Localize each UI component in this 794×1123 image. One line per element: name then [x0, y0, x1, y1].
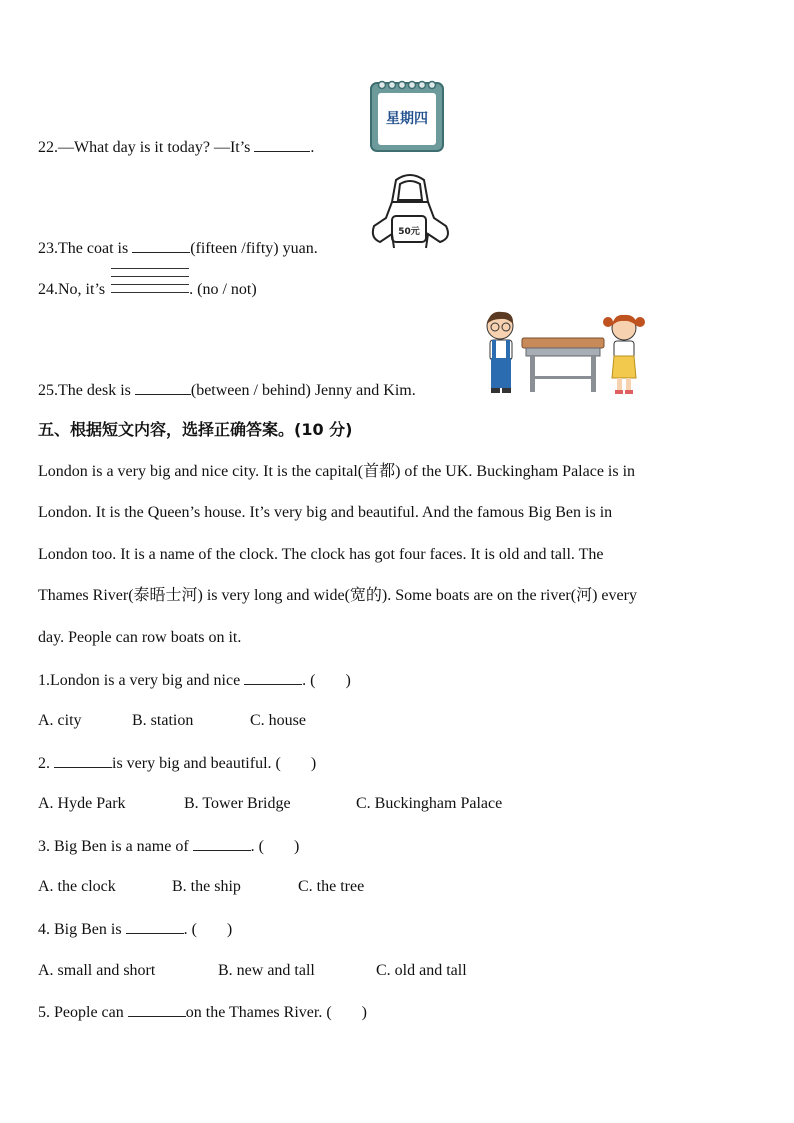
option-b[interactable]: B. new and tall: [218, 962, 315, 979]
option-a[interactable]: A. the clock: [38, 878, 116, 895]
option-c[interactable]: C. house: [250, 712, 306, 729]
comprehension-question-4: [38, 919, 232, 940]
passage-line: London is a very big and nice city. It is the capital(首都) of the UK. Buckingham Palace is in: [38, 463, 636, 480]
question-text: 1.London is a very big and nice: [38, 672, 241, 689]
question-choices: . (no / not): [189, 281, 257, 298]
answer-blank[interactable]: [135, 380, 191, 395]
question-paren-open: on the Thames River. (: [185, 1004, 332, 1021]
passage-line: London too. It is a name of the clock. The clock has got four faces. It is old and tall. The: [38, 546, 604, 563]
question-paren-open: . (: [302, 672, 316, 689]
question-number: 22.: [38, 139, 58, 156]
calendar-thursday-picture: [370, 77, 444, 153]
section-5-heading: 五、根据短文内容，选择正确答案。(10 分): [38, 420, 353, 439]
coat-price-picture: [366, 172, 454, 254]
option-a[interactable]: A. city: [38, 712, 82, 729]
girl-figure: [603, 315, 645, 394]
question-paren-open: is very big and beautiful. (: [112, 755, 281, 772]
answer-blank[interactable]: [244, 670, 302, 685]
answer-blank[interactable]: [54, 753, 112, 768]
passage-line: day. People can row boats on it.: [38, 629, 242, 646]
boy-figure: [487, 312, 513, 393]
question-text: 2.: [38, 755, 50, 772]
price-tag: 50元: [398, 227, 420, 237]
question-text: —What day is it today? —It’s: [58, 139, 251, 156]
option-b[interactable]: B. Tower Bridge: [184, 795, 291, 812]
options-row-2: [38, 794, 502, 814]
answer-blank[interactable]: [128, 1002, 186, 1017]
options-row-3: [38, 877, 364, 897]
question-number: 23.: [38, 240, 58, 257]
options-row-4: [38, 961, 467, 981]
question-25: [38, 380, 416, 401]
question-paren-open: . (: [250, 838, 264, 855]
question-choices: (fifteen /fifty) yuan.: [190, 240, 318, 257]
question-number: 25.: [38, 382, 58, 399]
question-paren-open: . (: [183, 921, 197, 938]
answer-blank[interactable]: [254, 137, 310, 152]
question-end: .: [310, 139, 315, 156]
answer-blank[interactable]: [126, 919, 184, 934]
question-text: 4. Big Ben is: [38, 921, 122, 938]
comprehension-question-3: [38, 836, 299, 857]
answer-blank[interactable]: [193, 836, 251, 851]
question-23: [38, 238, 318, 259]
desk-between-kids-picture: [480, 310, 650, 396]
question-text: The desk is: [58, 382, 131, 399]
question-22: [38, 137, 314, 158]
comprehension-question-2: [38, 753, 316, 774]
question-paren-close: ): [293, 838, 300, 855]
question-text: 3. Big Ben is a name of: [38, 838, 189, 855]
question-text: No, it’s: [58, 281, 106, 298]
desk-figure: [522, 338, 604, 392]
option-c[interactable]: C. the tree: [298, 878, 365, 895]
comprehension-question-1: [38, 670, 351, 691]
option-a[interactable]: A. small and short: [38, 962, 156, 979]
comprehension-question-5: [38, 1002, 367, 1023]
passage-line: London. It is the Queen’s house. It’s very big and beautiful. And the famous Big Ben is in: [38, 504, 613, 521]
question-paren-close: ): [226, 921, 233, 938]
question-paren-close: ): [310, 755, 317, 772]
option-b[interactable]: B. the ship: [172, 878, 241, 895]
question-choices: (between / behind) Jenny and Kim.: [190, 382, 416, 399]
option-c[interactable]: C. old and tall: [376, 962, 467, 979]
question-text: The coat is: [58, 240, 129, 257]
answer-blank[interactable]: [132, 238, 190, 253]
options-row-1: [38, 711, 306, 731]
option-a[interactable]: A. Hyde Park: [38, 795, 126, 812]
question-paren-close: ): [361, 1004, 367, 1021]
question-24: [38, 280, 257, 300]
question-paren-close: ): [345, 672, 351, 689]
question-text: 5. People can: [38, 1004, 124, 1021]
option-c[interactable]: C. Buckingham Palace: [356, 795, 503, 812]
option-b[interactable]: B. station: [132, 712, 194, 729]
four-line-writing-grid[interactable]: [109, 280, 189, 300]
calendar-label: 星期四: [386, 111, 428, 127]
passage-line: Thames River(泰晤士河) is very long and wide(宽的). Some boats are on the river(河) every: [38, 587, 637, 604]
question-number: 24.: [38, 281, 58, 298]
